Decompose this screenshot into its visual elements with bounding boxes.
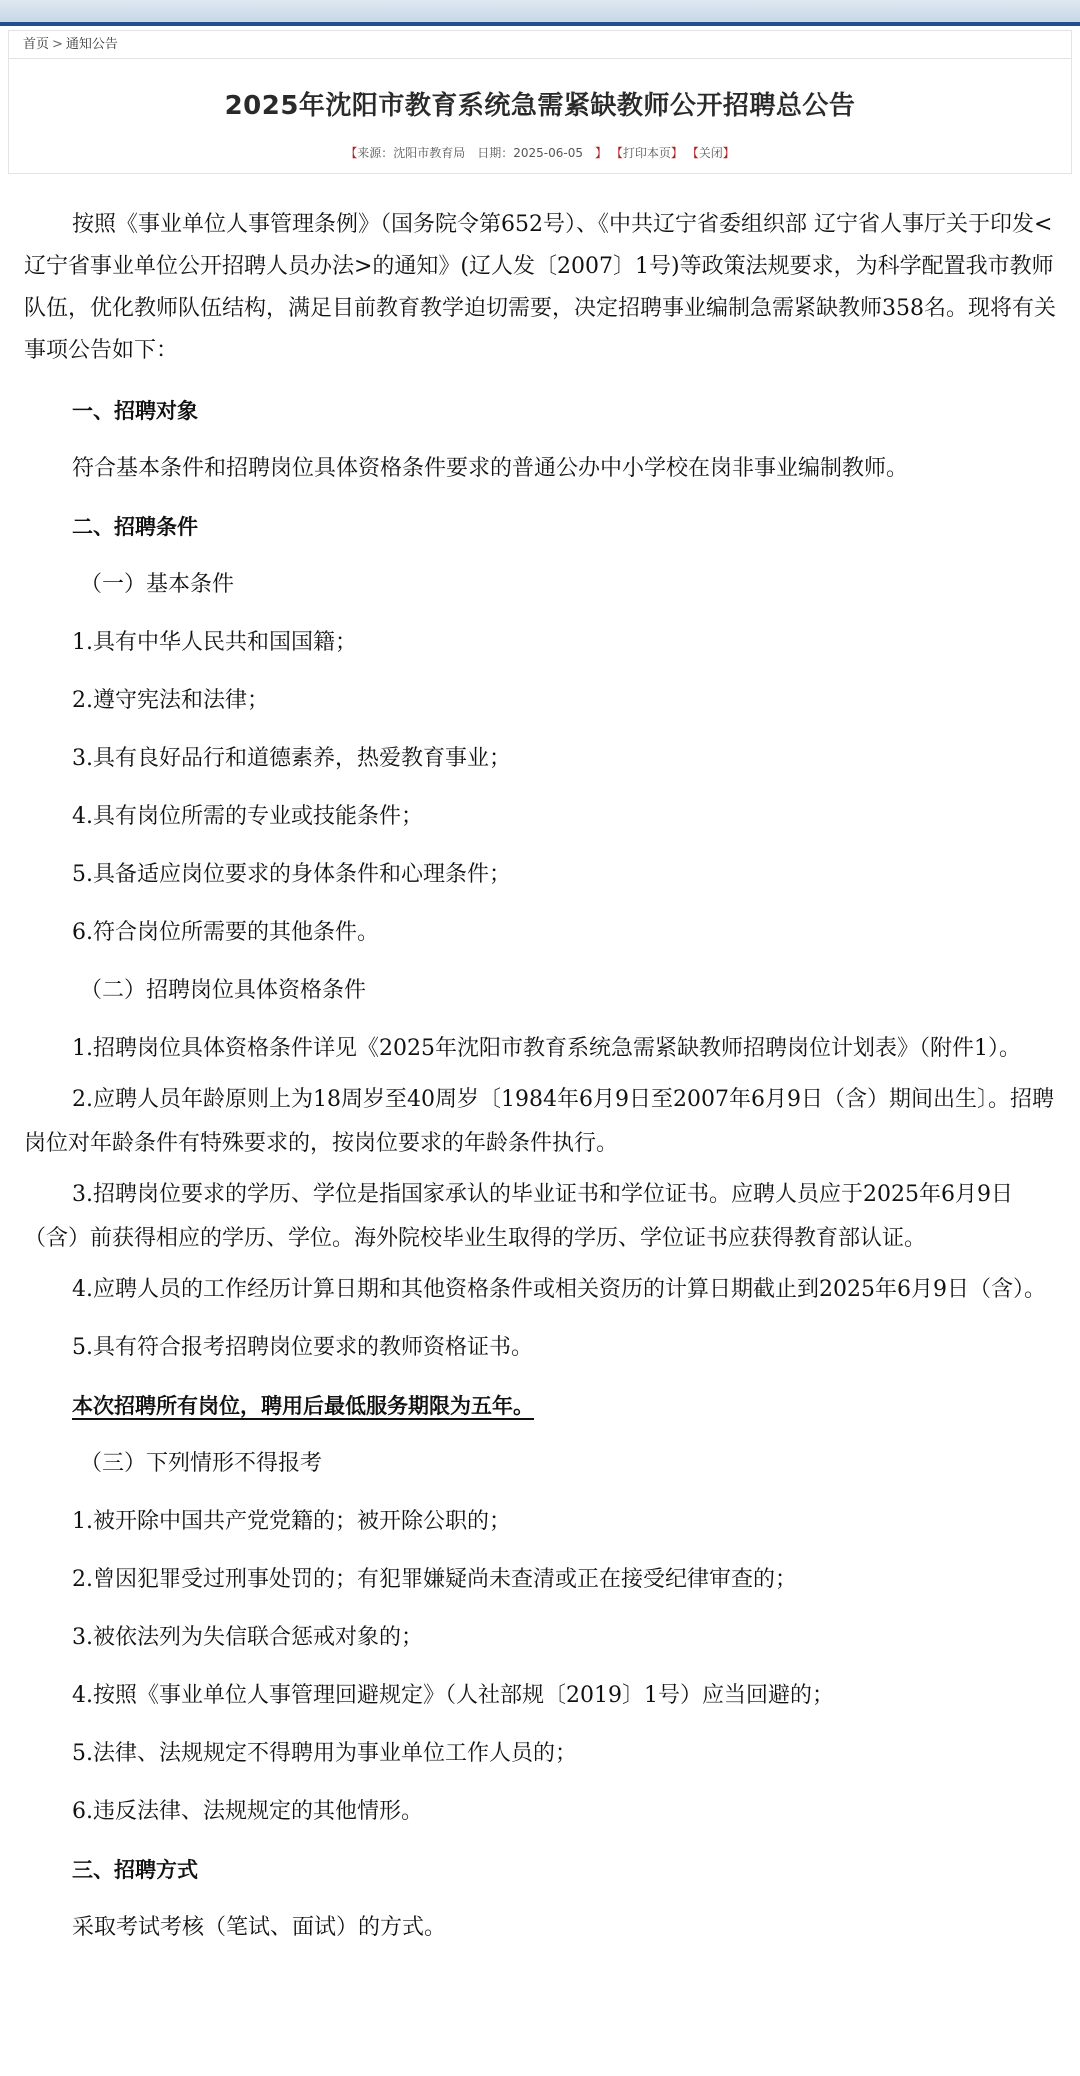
service-term-notice: 本次招聘所有岗位，聘用后最低服务期限为五年。 — [72, 1394, 534, 1418]
list-item: 5.法律、法规规定不得聘用为事业单位工作人员的； — [72, 1741, 577, 1766]
list-item: 3.具有良好品行和道德素养，热爱教育事业； — [72, 746, 511, 771]
list-item: 3.招聘岗位要求的学历、学位是指国家承认的毕业证书和学位证书。应聘人员应于2025年6月9日（含）前获得相应的学历、学位。海外院校毕业生取得的学历、学位证书应获得教育部认证。 — [24, 1182, 1013, 1251]
paragraph: 符合基本条件和招聘岗位具体资格条件要求的普通公办中小学校在岗非事业编制教师。 — [72, 456, 909, 481]
list-item: 5.具备适应岗位要求的身体条件和心理条件； — [72, 862, 511, 887]
list-item: 4.应聘人员的工作经历计算日期和其他资格条件或相关资历的计算日期截止到2025年6月9日（含）。 — [72, 1277, 1046, 1302]
date-label: 日期： — [477, 146, 514, 160]
breadcrumb-section-link[interactable]: 通知公告 — [65, 37, 118, 52]
breadcrumb — [8, 30, 1072, 58]
paragraph: 采取考试考核（笔试、面试）的方式。 — [72, 1915, 447, 1940]
page-title: 2025年沈阳市教育系统急需紧缺教师公开招聘总公告 — [224, 91, 856, 121]
source-label: 来源： — [357, 146, 394, 160]
article-header — [8, 58, 1072, 174]
list-item: 2.曾因犯罪受过刑事处罚的；有犯罪嫌疑尚未查清或正在接受纪律审查的； — [72, 1567, 797, 1592]
list-item: 4.具有岗位所需的专业或技能条件； — [72, 804, 423, 829]
print-page-button[interactable]: 打印本页 — [622, 146, 671, 160]
site-banner — [380, 0, 620, 8]
list-item: 6.违反法律、法规规定的其他情形。 — [72, 1799, 423, 1824]
section-heading: 二、招聘条件 — [72, 515, 198, 539]
section-heading: 一、招聘对象 — [72, 399, 198, 423]
subsection-heading: （三）下列情形不得报考 — [80, 1451, 323, 1476]
list-item: 4.按照《事业单位人事管理回避规定》（人社部规〔2019〕1号）应当回避的； — [72, 1683, 834, 1708]
site-header-bar — [0, 0, 1080, 26]
list-item: 5.具有符合报考招聘岗位要求的教师资格证书。 — [72, 1335, 533, 1360]
breadcrumb-home-link[interactable]: 首页 — [23, 37, 50, 52]
list-item: 2.遵守宪法和法律； — [72, 688, 269, 713]
date-value: 2025-06-05 — [513, 146, 584, 160]
article-meta: 【来源：沈阳市教育局 日期：2025-06-05 】 【打印本页】 【关闭】 — [345, 146, 735, 160]
close-button[interactable]: 关闭 — [698, 146, 723, 160]
list-item: 2.应聘人员年龄原则上为18周岁至40周岁〔1984年6月9日至2007年6月9日（含）期间出生〕。招聘岗位对年龄条件有特殊要求的，按岗位要求的年龄条件执行。 — [24, 1087, 1054, 1156]
list-item: 6.符合岗位所需要的其他条件。 — [72, 920, 379, 945]
subsection-heading: （二）招聘岗位具体资格条件 — [80, 978, 367, 1003]
intro-paragraph: 按照《事业单位人事管理条例》（国务院令第652号）、《中共辽宁省委组织部 辽宁省人事厅关于印发<辽宁省事业单位公开招聘人员办法>的通知》(辽人发〔2007〕1号)等政策法规要求，为科学配置我市教师队伍，优化教师队伍结构，满足目前教育教学迫切需要，决定招聘事业编制急需紧缺教师358名。现将有关事项公告如下： — [24, 212, 1056, 363]
list-item: 3.被依法列为失信联合惩戒对象的； — [72, 1625, 423, 1650]
list-item: 1.招聘岗位具体资格条件详见《2025年沈阳市教育系统急需紧缺教师招聘岗位计划表》（附件1）。 — [72, 1036, 1021, 1061]
subsection-heading: （一）基本条件 — [80, 572, 235, 597]
article-body — [24, 204, 1058, 1957]
source-value: 沈阳市教育局 — [393, 146, 466, 160]
list-item: 1.具有中华人民共和国国籍； — [72, 630, 357, 655]
list-item: 1.被开除中国共产党党籍的；被开除公职的； — [72, 1509, 511, 1534]
breadcrumb-separator: > — [52, 37, 63, 52]
section-heading: 三、招聘方式 — [72, 1858, 198, 1882]
